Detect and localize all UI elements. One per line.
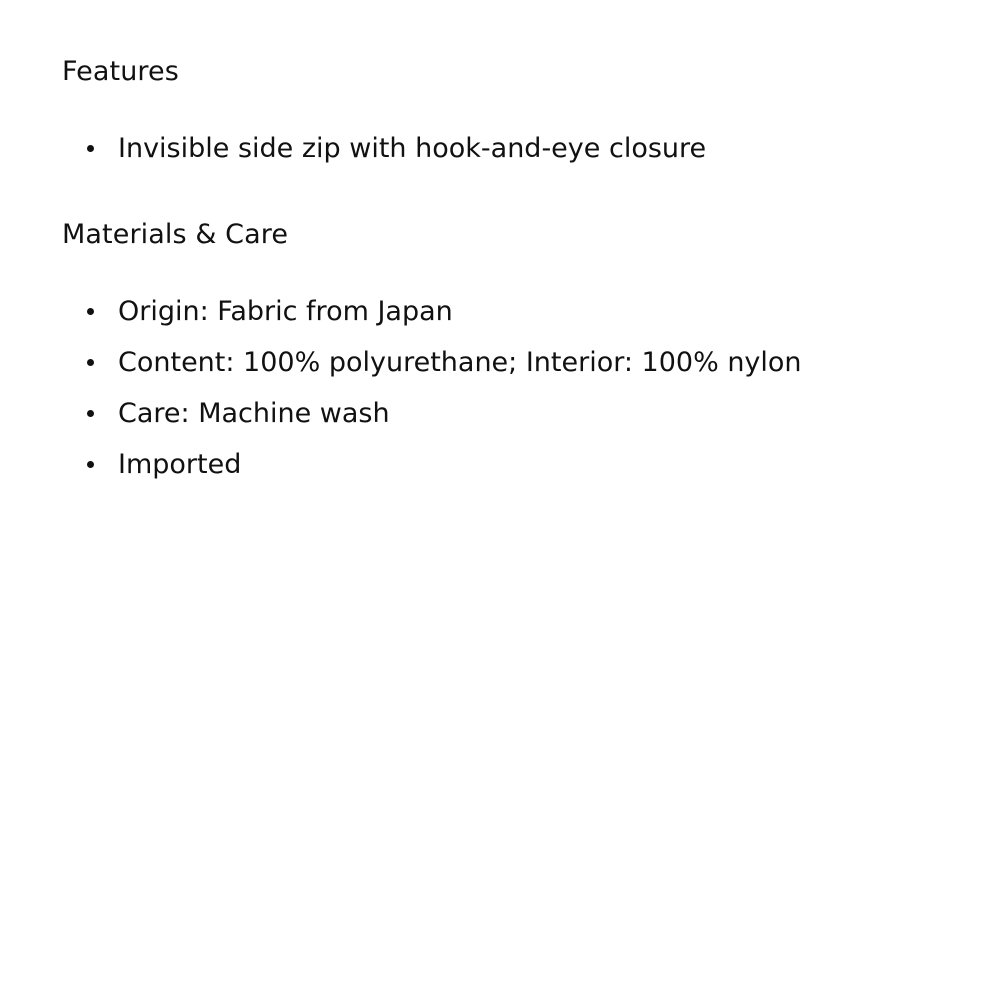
features-heading: Features <box>62 56 179 87</box>
list-item <box>62 286 962 337</box>
features-section <box>62 52 962 174</box>
list-item <box>62 388 962 439</box>
features-list <box>62 123 962 174</box>
list-item-text: Content: 100% polyurethane; Interior: 100% nylon <box>118 347 802 378</box>
list-item-text: Invisible side zip with hook-and-eye closure <box>118 133 707 164</box>
bullet-icon <box>87 359 94 366</box>
list-item-text: Care: Machine wash <box>118 398 390 429</box>
materials-care-section <box>62 215 962 490</box>
bullet-icon <box>87 461 94 468</box>
list-item <box>62 337 962 388</box>
bullet-icon <box>87 145 94 152</box>
product-details <box>62 52 962 490</box>
list-item-text: Imported <box>118 449 242 480</box>
list-item <box>62 123 962 174</box>
list-item <box>62 439 962 490</box>
materials-care-heading: Materials & Care <box>62 219 289 250</box>
list-item-text: Origin: Fabric from Japan <box>118 296 453 327</box>
bullet-icon <box>87 410 94 417</box>
bullet-icon <box>87 308 94 315</box>
materials-care-list <box>62 286 962 490</box>
